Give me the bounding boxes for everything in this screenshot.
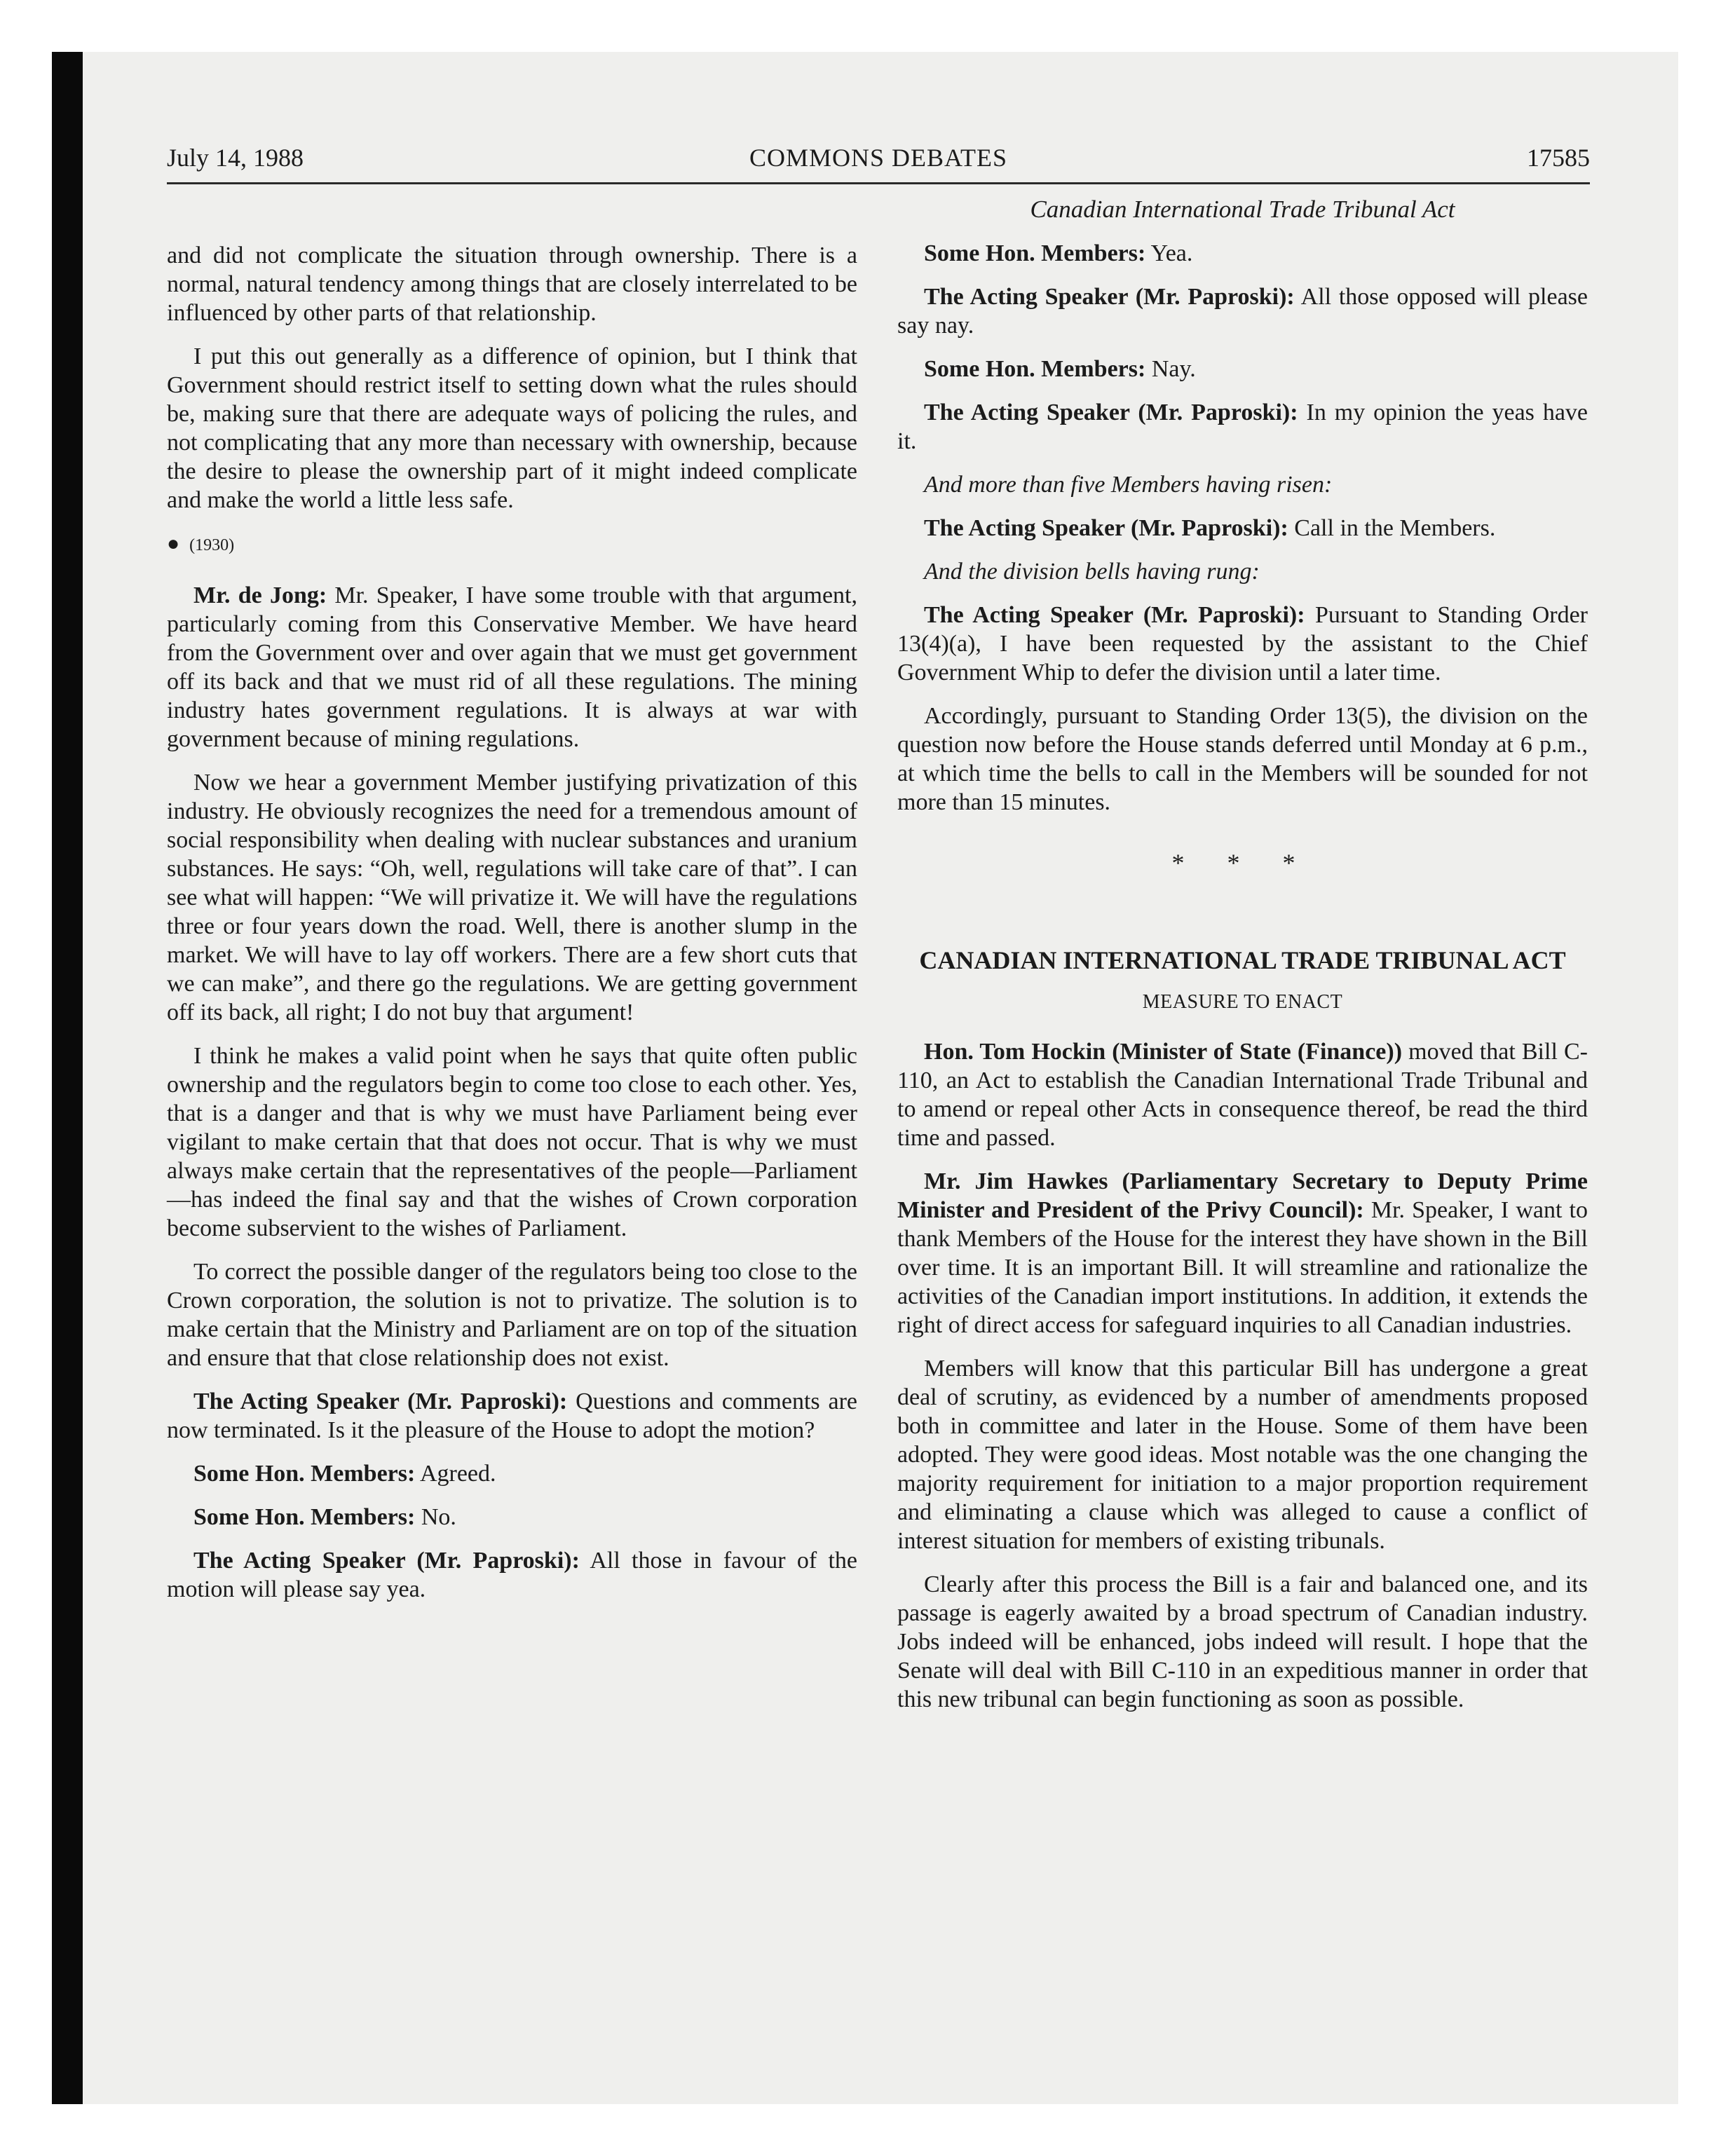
bullet-icon: ●: [167, 532, 180, 555]
speech-de-jong: [167, 581, 857, 753]
section-separator: * * *: [1171, 849, 1314, 877]
speaker-name: The Acting Speaker (Mr. Paproski):: [193, 1389, 568, 1414]
speech-text: No.: [415, 1504, 456, 1530]
speaker-name: The Acting Speaker (Mr. Paproski):: [924, 515, 1288, 541]
paragraph: Members will know that this particular Bill has undergone a great deal of scrutiny, as evidenced by a number of amendments proposed both in committee and later in the House. Some of them have been adopted. They were good ideas. Most notable was the one changing the majority requirement for initiation to a major proportion requirement and eliminating a clause which was alleged to cause a conflict of interest situation for members of existing tribunals.: [897, 1356, 1588, 1554]
section-subtitle: MEASURE TO ENACT: [1142, 991, 1343, 1013]
speech-text: Yea.: [1145, 240, 1193, 266]
speech-text: Questions and comments are now terminated. Is it the pleasure of the House to adopt the motion?: [167, 1389, 857, 1443]
speaker-name: The Acting Speaker (Mr. Paproski):: [924, 602, 1305, 628]
speech-members: [167, 1503, 857, 1531]
paragraph: Now we hear a government Member justifying privatization of this industry. He obviously recognizes the need for a tremendous amount of social responsibility when dealing with nuclear substances and uranium substances. He says: “Oh, well, regulations will take care of that”. I can see what will happen: “We will privatize it. We will have the regulations three or four years down the road. Well, there is another slump in the market. We will have to lay off workers. There are a few short cuts that we can make”, and there go the regulations. We are getting government off its back, all right; I do not buy that argument!: [167, 770, 857, 1025]
speech-members: [897, 355, 1588, 383]
section-title: CANADIAN INTERNATIONAL TRADE TRIBUNAL ACT: [919, 946, 1566, 974]
speech-text: moved that Bill C-110, an Act to establish the Canadian International Trade Tribunal and to amend or repeal other Acts in consequence thereof, be read the third time and passed.: [897, 1039, 1588, 1151]
running-head: Canadian International Trade Tribunal Act: [1030, 196, 1455, 223]
left-column: [167, 189, 857, 1618]
binding-edge: [52, 52, 83, 2104]
speaker-name: Some Hon. Members:: [924, 356, 1146, 382]
stage-direction: And more than five Members having risen:: [924, 472, 1333, 498]
speech-text: Mr. Speaker, I want to thank Members of the House for the interest they have shown in the Bill over time. It is an important Bill. It will streamline and rationalize the activities of the Canadian import institutions. In addition, it extends the right of direct access for safeguard inquiries to all Canadian industries.: [897, 1197, 1588, 1338]
speech-hockin: [897, 1037, 1588, 1152]
timestamp: [167, 529, 857, 560]
speech-acting-speaker: [167, 1387, 857, 1445]
header-page-number: 17585: [1527, 144, 1590, 172]
speech-acting-speaker: [897, 282, 1588, 340]
speaker-name: The Acting Speaker (Mr. Paproski):: [924, 400, 1298, 425]
page-header: [167, 140, 1590, 184]
speech-acting-speaker: [897, 601, 1588, 687]
speech-text: Pursuant to Standing Order 13(4)(a), I have been requested by the assistant to the Chief Government Whip to defer the division until a later time.: [897, 602, 1588, 685]
paragraph: Accordingly, pursuant to Standing Order 13(5), the division on the question now before the House stands deferred until Monday at 6 p.m., at which time the bells to call in the Members will be sounded for not more than 15 minutes.: [897, 703, 1588, 815]
speech-hawkes: [897, 1167, 1588, 1339]
speaker-name: The Acting Speaker (Mr. Paproski):: [924, 284, 1295, 310]
speech-text: Mr. Speaker, I have some trouble with that argument, particularly coming from this Conservative Member. We have heard from the Government over and over again that we must get government off its back and that we must rid of all these regulations. The mining industry hates government regulations. It is always at war with government because of mining regulations.: [167, 582, 857, 752]
speech-members: [167, 1459, 857, 1488]
paragraph: To correct the possible danger of the regulators being too close to the Crown corporation, the solution is not to privatize. The solution is to make certain that the Ministry and Parliament are on top of the situation and ensure that that close relationship does not exist.: [167, 1259, 857, 1371]
speech-members: [897, 239, 1588, 268]
speaker-name: Hon. Tom Hockin (Minister of State (Finance)): [924, 1039, 1403, 1065]
timestamp-text: (1930): [189, 536, 235, 554]
speech-acting-speaker: [897, 514, 1588, 543]
speech-text: Nay.: [1145, 356, 1196, 382]
speech-acting-speaker: [897, 398, 1588, 456]
paragraph: I put this out generally as a difference of opinion, but I think that Government should restrict itself to setting down what the rules should be, making sure that there are adequate ways of policing the rules, and not complicating that any more than necessary with ownership, because the desire to please the ownership part of it might indeed complicate and make the world a little less safe.: [167, 343, 857, 513]
speech-text: All those opposed will please say nay.: [897, 284, 1588, 339]
speech-text: In my opinion the yeas have it.: [897, 400, 1588, 454]
paragraph: I think he makes a valid point when he says that quite often public ownership and the regulators begin to come too close to each other. Yes, that is a danger and that is why we must have Parliament being ever vigilant to make certain that that does not occur. That is why we must always make certain that the representatives of the people—Parliament—has indeed the final say and that the wishes of Crown corporation become subservient to the wishes of Parliament.: [167, 1043, 857, 1241]
speech-text: All those in favour of the motion will please say yea.: [167, 1548, 857, 1602]
stage-direction: And the division bells having rung:: [924, 559, 1260, 585]
speaker-name: Some Hon. Members:: [193, 1504, 416, 1530]
paragraph: Clearly after this process the Bill is a fair and balanced one, and its passage is eagerly awaited by a broad spectrum of Canadian industry. Jobs indeed will be enhanced, jobs indeed will result. I hope that the Senate will deal with Bill C-110 in an expeditious manner in order that this new tribunal can begin functioning as soon as possible.: [897, 1571, 1588, 1712]
speaker-name: The Acting Speaker (Mr. Paproski):: [193, 1548, 580, 1574]
paragraph-continuation: and did not complicate the situation through ownership. There is a normal, natural tendency among things that are closely interrelated to be influenced by other parts of that relationship.: [167, 243, 857, 326]
speech-acting-speaker: [167, 1546, 857, 1604]
speaker-name: Some Hon. Members:: [924, 240, 1146, 266]
speaker-name: Mr. Jim Hawkes (Parliamentary Secretary to Deputy Prime Minister and President of the Privy Council):: [897, 1168, 1588, 1223]
speaker-name: Some Hon. Members:: [193, 1461, 416, 1487]
speech-text: Agreed.: [415, 1461, 496, 1487]
speech-text: Call in the Members.: [1288, 515, 1496, 541]
header-title: COMMONS DEBATES: [749, 144, 1008, 172]
header-date: July 14, 1988: [167, 144, 304, 172]
right-column: [897, 189, 1588, 1728]
speaker-name: Mr. de Jong:: [193, 582, 327, 608]
